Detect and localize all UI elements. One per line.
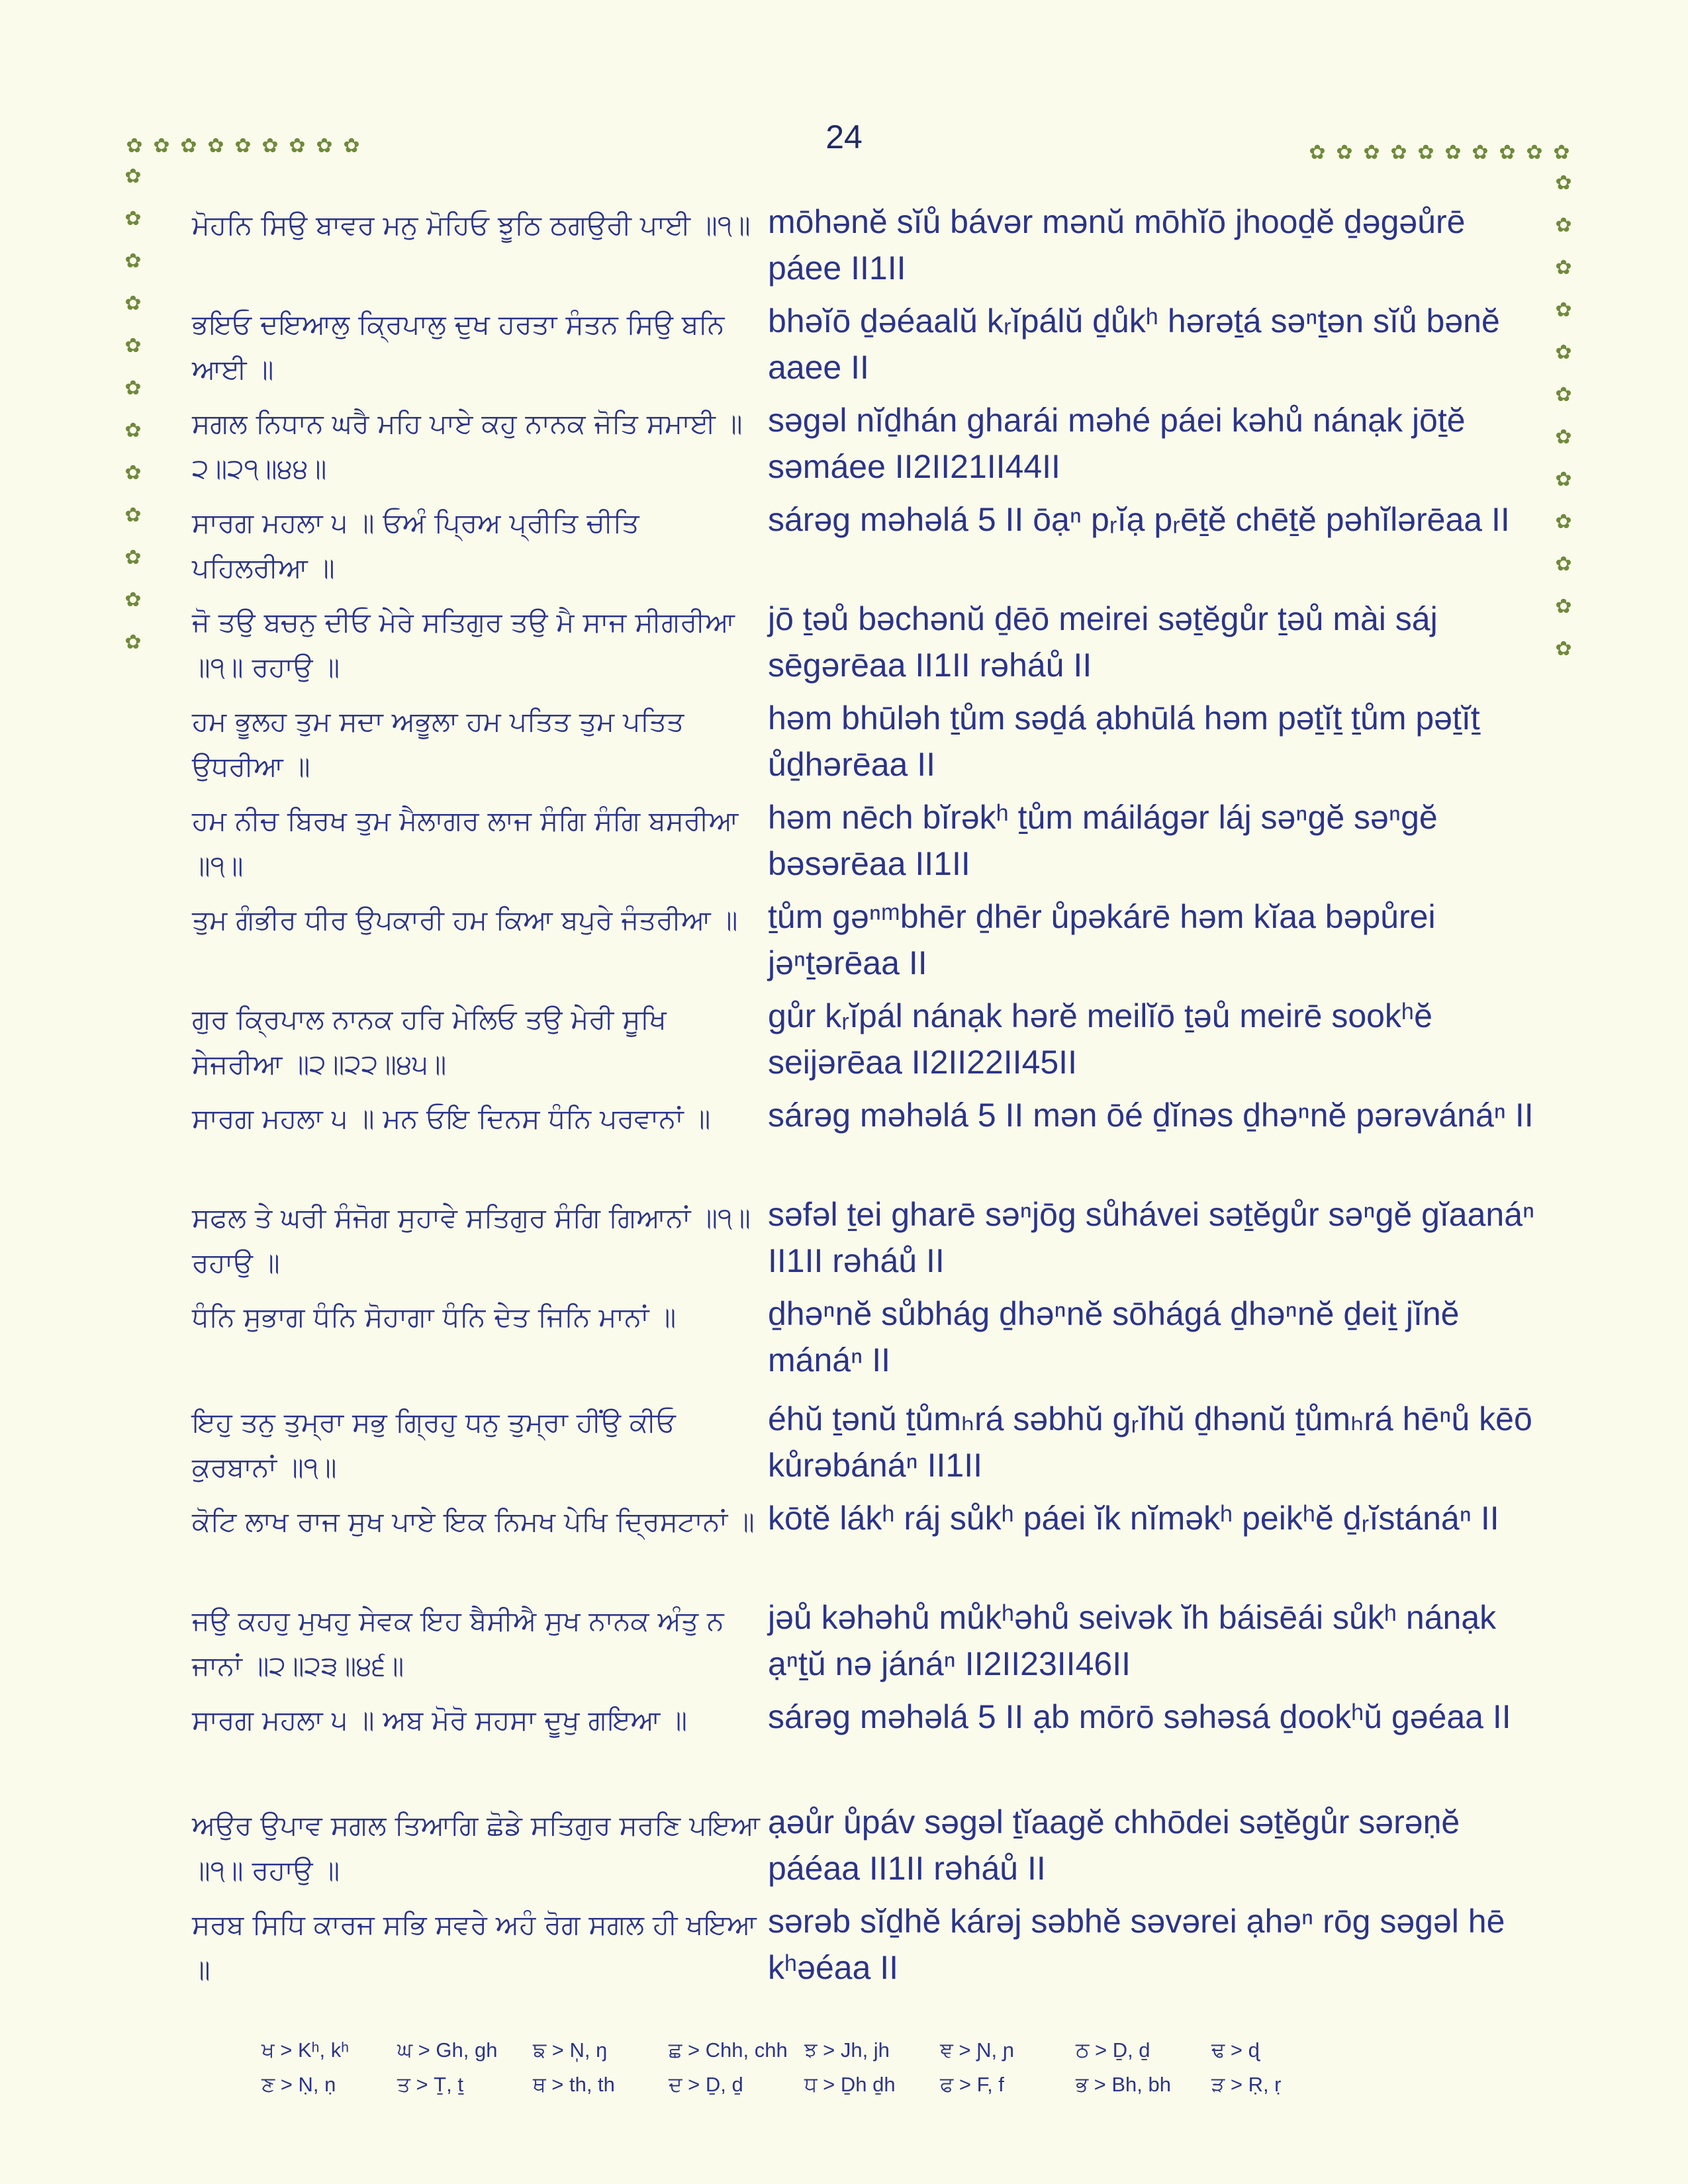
flower-ornament-icon: ✿ (1555, 171, 1572, 195)
flower-ornament-icon: ✿ (180, 134, 197, 158)
flower-ornament-icon: ✿ (207, 134, 224, 158)
transliteration-text: kōtĕ lákʰ ráj sůkʰ páei ĭk nĭməkʰ peikʰĕ ḏᵣĭstánáⁿ II (768, 1500, 1499, 1537)
legend-item: ਭ > Bh, bh (1076, 2073, 1171, 2096)
flower-ornament-icon: ✿ (1526, 141, 1543, 164)
transliteration-text: ḏhəⁿnĕ sůbhág ḏhəⁿnĕ sōhágá ḏhəⁿnĕ ḏeiṯ jĭnĕ mánáⁿ II (768, 1295, 1460, 1379)
gurmukhi-text: ਗੁਰ ਕ੍ਰਿਪਾਲ ਨਾਨਕ ਹਰਿ ਮੇਲਿਓ ਤਉ ਮੇਰੀ ਸੂਖਿ ਸੇਜਰੀਆ ॥੨॥੨੨॥੪੫॥ (192, 1003, 667, 1080)
verse-table (192, 199, 1542, 1997)
gurmukhi-text: ਜਉ ਕਹਹੁ ਮੁਖਹੁ ਸੇਵਕ ਇਹ ਬੈਸੀਐ ਸੁਖ ਨਾਨਕ ਅੰਤੁ ਨ ਜਾਨਾਂ ॥੨॥੨੩॥੪੬॥ (192, 1605, 724, 1682)
flower-ornament-icon: ✿ (1555, 383, 1572, 406)
flower-ornament-icon: ✿ (1309, 141, 1326, 164)
flower-ornament-icon: ✿ (289, 134, 306, 158)
transliteration-text: jəů kəhəhů můkʰəhů seivək ĭh báisēái sůkʰ nánạk ạⁿṯŭ nə jánáⁿ II2II23II46II (768, 1599, 1497, 1682)
gurmukhi-text: ਧੰਨਿ ਸੁਭਾਗ ਧੰਨਿ ਸੋਹਾਗਾ ਧੰਨਿ ਦੇਤ ਜਿਨਿ ਮਾਨਾਂ ॥ (192, 1301, 677, 1333)
gurmukhi-text: ਅਉਰ ਉਪਾਵ ਸਗਲ ਤਿਆਗਿ ਛੋਡੇ ਸਤਿਗੁਰ ਸਰਣਿ ਪਇਆ ॥੧॥ ਰਹਾਉ ॥ (192, 1809, 760, 1886)
legend-item: ੜ > Ṛ, ṛ (1211, 2073, 1282, 2096)
flower-ornament-icon: ✿ (1555, 510, 1572, 533)
legend-item: ਥ > th, th (533, 2073, 615, 2096)
transliteration-text: sárəg məhəlá 5 II mən ōé ḏĭnəs ḏhəⁿnĕ pərəvánáⁿ II (768, 1097, 1534, 1134)
legend-item: ਤ > Ṯ, ṯ (397, 2073, 463, 2096)
legend-item: ਛ > Chh, chh (669, 2038, 788, 2062)
gurmukhi-text: ਤੁਮ ਗੰਭੀਰ ਧੀਰ ਉਪਕਾਰੀ ਹਮ ਕਿਆ ਬਪੁਰੇ ਜੰਤਰੀਆ ॥ (192, 904, 738, 936)
transliteration-text: sárəg məhəlá 5 II ōạⁿ pᵣĭạ pᵣēṯĕ chēṯĕ pəhĭlərēaa II (768, 501, 1510, 538)
flower-ornament-icon: ✿ (1390, 141, 1407, 164)
flower-ornament-icon: ✿ (1555, 214, 1572, 237)
transliteration-key (261, 2038, 1387, 2107)
verse-row (192, 298, 1542, 397)
transliteration-text: mōhənĕ sĭů bávər mənŭ mōhĭō jhooḏĕ ḏəgəůrē páee II1II (768, 203, 1466, 287)
verse-row (192, 1291, 1542, 1396)
flower-ornament-icon: ✿ (1444, 141, 1462, 164)
legend-item: ਦ > Ḏ, ḏ (669, 2073, 743, 2096)
flower-ornament-icon: ✿ (1555, 256, 1572, 279)
flower-ornament-icon: ✿ (124, 419, 142, 442)
gurmukhi-text: ਸਾਰਗ ਮਹਲਾ ੫ ॥ ਅਬ ਮੋਰੋ ਸਹਸਾ ਦੂਖੁ ਗਇਆ ॥ (192, 1704, 687, 1736)
legend-item: ਘ > Gh, gh (397, 2038, 498, 2062)
legend-item: ਢ > ɖ (1211, 2038, 1260, 2062)
verse-row (192, 695, 1542, 794)
verse-row (192, 1898, 1542, 1997)
legend-item: ਞ > Ɲ, ɲ (940, 2038, 1014, 2062)
flower-ornament-icon: ✿ (153, 134, 170, 158)
flower-ornament-icon: ✿ (234, 134, 252, 158)
gurmukhi-text: ਸਾਰਗ ਮਹਲਾ ੫ ॥ ਓਅੰ ਪ੍ਰਿਅ ਪ੍ਰੀਤਿ ਚੀਤਿ ਪਹਿਲਰੀਆ ॥ (192, 507, 639, 584)
flower-ornament-icon: ✿ (1555, 341, 1572, 364)
legend-item: ਙ > N̩, ŋ (533, 2038, 608, 2062)
flower-ornament-icon: ✿ (124, 334, 142, 357)
verse-row (192, 397, 1542, 496)
flower-ornament-icon: ✿ (124, 461, 142, 484)
gurmukhi-text: ਭਇਓ ਦਇਆਲੁ ਕ੍ਰਿਪਾਲੁ ਦੁਖ ਹਰਤਾ ਸੰਤਨ ਸਿਉ ਬਨਿ ਆਈ ॥ (192, 308, 725, 385)
transliteration-text: həm nēch bĭrəkʰ ṯům máilágər láj səⁿgĕ səⁿgĕ bəsərēaa II1II (768, 799, 1438, 882)
gurmukhi-text: ਸਰਬ ਸਿਧਿ ਕਾਰਜ ਸਭਿ ਸਵਰੇ ਅਹੰ ਰੋਗ ਸਗਲ ਹੀ ਖਇਆ ॥ (192, 1909, 757, 1985)
flower-ornament-icon: ✿ (1499, 141, 1516, 164)
flower-ornament-icon: ✿ (316, 134, 333, 158)
verse-row (192, 1799, 1542, 1898)
legend-item: ਝ > Jh, jh (804, 2038, 890, 2062)
flower-ornament-icon: ✿ (261, 134, 279, 158)
verse-row (192, 1694, 1542, 1799)
transliteration-text: sárəg məhəlá 5 II ạb mōrō səhəsá ḏookʰŭ gəéaa II (768, 1698, 1511, 1735)
flower-ornament-icon: ✿ (1555, 637, 1572, 660)
flower-ornament-icon: ✿ (124, 631, 142, 654)
gurmukhi-text: ਹਮ ਭੂਲਹ ਤੁਮ ਸਦਾ ਅਭੂਲਾ ਹਮ ਪਤਿਤ ਤੁਮ ਪਤਿਤ ਉਧਰੀਆ ॥ (192, 705, 684, 782)
flower-ornament-icon: ✿ (1555, 426, 1572, 449)
flower-ornament-icon: ✿ (124, 165, 142, 188)
flower-ornament-icon: ✿ (126, 134, 143, 158)
transliteration-text: bhəĭō ḏəéaalŭ kᵣĭpálŭ ḏůkʰ hərəṯá səⁿṯən sĭů bənĕ aaee II (768, 302, 1500, 386)
flower-ornament-icon: ✿ (1555, 298, 1572, 322)
verse-row (192, 1396, 1542, 1495)
flower-ornament-icon: ✿ (124, 546, 142, 569)
gurmukhi-text: ਸਗਲ ਨਿਧਾਨ ਘਰੈ ਮਹਿ ਪਾਏ ਕਹੁ ਨਾਨਕ ਜੋਤਿ ਸਮਾਈ ॥੨॥੨੧॥੪੪॥ (192, 408, 743, 484)
verse-row (192, 199, 1542, 298)
flower-ornament-icon: ✿ (124, 377, 142, 400)
flower-ornament-icon: ✿ (124, 250, 142, 273)
flower-ornament-icon: ✿ (1555, 553, 1572, 576)
flower-ornament-icon: ✿ (1336, 141, 1353, 164)
verse-row (192, 1495, 1542, 1594)
flower-ornament-icon: ✿ (124, 588, 142, 612)
verse-row (192, 496, 1542, 596)
legend-item: ਠ > Ḏ, ḏ (1076, 2038, 1150, 2062)
gurmukhi-text: ਇਹੁ ਤਨੁ ਤੁਮ੍ਰਾ ਸਭੁ ਗ੍ਰਿਹੁ ਧਨੁ ਤੁਮ੍ਰਾ ਹੀਂਉ ਕੀਓ ਕੁਰਬਾਨਾਂ ॥੧॥ (192, 1406, 676, 1483)
transliteration-text: səgəl nĭḏhán gharái məhé páei kəhů nánạk jōṯĕ səmáee II2II21II44II (768, 402, 1466, 485)
transliteration-text: ạəůr ůpáv səgəl ṯĭaagĕ chhōdei səṯĕgůr sərəṇĕ páéaa II1II rəháů II (768, 1803, 1460, 1887)
gurmukhi-text: ਜੋ ਤਉ ਬਚਨੁ ਦੀਓ ਮੇਰੇ ਸਤਿਗੁਰ ਤਉ ਮੈ ਸਾਜ ਸੀਗਰੀਆ ॥੧॥ ਰਹਾਉ ॥ (192, 606, 735, 683)
flower-ornament-icon: ✿ (1553, 141, 1570, 164)
legend-item: ਖ > Kʰ, kʰ (261, 2038, 350, 2062)
flower-ornament-icon: ✿ (124, 292, 142, 315)
verse-row (192, 1594, 1542, 1694)
gurmukhi-text: ਸਾਰਗ ਮਹਲਾ ੫ ॥ ਮਨ ਓਇ ਦਿਨਸ ਧੰਨਿ ਪਰਵਾਨਾਂ ॥ (192, 1103, 711, 1134)
transliteration-text: jō ṯəů bəchənŭ ḏēō meirei səṯĕgůr ṯəů mài sáj sēgərēaa II1II rəháů II (768, 600, 1438, 684)
flower-ornament-icon: ✿ (1555, 468, 1572, 491)
transliteration-text: gůr kᵣĭpál nánạk hərĕ meilĭō ṯəů meirē sookʰĕ seijərēaa II2II22II45II (768, 997, 1432, 1081)
transliteration-text: ṯům gəⁿᵐbhēr ḏhēr ůpəkárē həm kĭaa bəpůrei jəⁿṯərēaa II (768, 898, 1436, 981)
verse-row (192, 1191, 1542, 1291)
verse-row (192, 794, 1542, 893)
flower-ornament-icon: ✿ (124, 207, 142, 230)
flower-ornament-icon: ✿ (1472, 141, 1489, 164)
page-number: 24 (825, 118, 863, 156)
gurmukhi-text: ਮੋਹਨਿ ਸਿਉ ਬਾਵਰ ਮਨੁ ਮੋਹਿਓ ਝੂਠਿ ਠਗਉਰੀ ਪਾਈ ॥੧॥ (192, 209, 751, 241)
flower-ornament-icon: ✿ (124, 504, 142, 527)
flower-ornament-icon: ✿ (1555, 595, 1572, 618)
verse-row (192, 993, 1542, 1092)
gurmukhi-text: ਹਮ ਨੀਚ ਬਿਰਖ ਤੁਮ ਮੈਲਾਗਰ ਲਾਜ ਸੰਗਿ ਸੰਗਿ ਬਸਰੀਆ ॥੧॥ (192, 805, 739, 882)
legend-item: ਣ > Ṇ, ṇ (261, 2073, 336, 2096)
legend-item: ਧ > Ḏh ḏh (804, 2073, 896, 2096)
transliteration-text: həm bhūləh ṯům səḏá ạbhūlá həm pəṯĭṯ ṯům pəṯĭṯ ůḏhərēaa II (768, 700, 1480, 783)
legend-item: ਫ > F, f (940, 2073, 1004, 2096)
transliteration-text: éhŭ ṯənŭ ṯůmₕrá səbhŭ gᵣĭhŭ ḏhənŭ ṯůmₕrá hēⁿů kēō kůrəbánáⁿ II1II (768, 1400, 1532, 1484)
flower-ornament-icon: ✿ (1363, 141, 1380, 164)
transliteration-text: səfəl ṯei gharē səⁿjōg sůhávei səṯĕgůr səⁿgĕ gĭaanáⁿ II1II rəháů II (768, 1196, 1535, 1279)
verse-row (192, 596, 1542, 695)
legend-row (261, 2073, 1387, 2107)
gurmukhi-text: ਸਫਲ ਤੇ ਘਰੀ ਸੰਜੋਗ ਸੁਹਾਵੇ ਸਤਿਗੁਰ ਸੰਗਿ ਗਿਆਨਾਂ ॥੧॥ ਰਹਾਉ ॥ (192, 1202, 751, 1279)
verse-row (192, 893, 1542, 993)
transliteration-text: sərəb sĭḏhĕ kárəj səbhĕ səvərei ạhəⁿ rōg səgəl hē kʰəéaa II (768, 1903, 1505, 1986)
gurmukhi-text: ਕੋਟਿ ਲਾਖ ਰਾਜ ਸੁਖ ਪਾਏ ਇਕ ਨਿਮਖ ਪੇਖਿ ਦ੍ਰਿਸਟਾਨਾਂ ॥ (192, 1506, 755, 1537)
flower-ornament-icon: ✿ (343, 134, 360, 158)
legend-row (261, 2038, 1387, 2073)
flower-ornament-icon: ✿ (1417, 141, 1434, 164)
verse-row (192, 1092, 1542, 1191)
